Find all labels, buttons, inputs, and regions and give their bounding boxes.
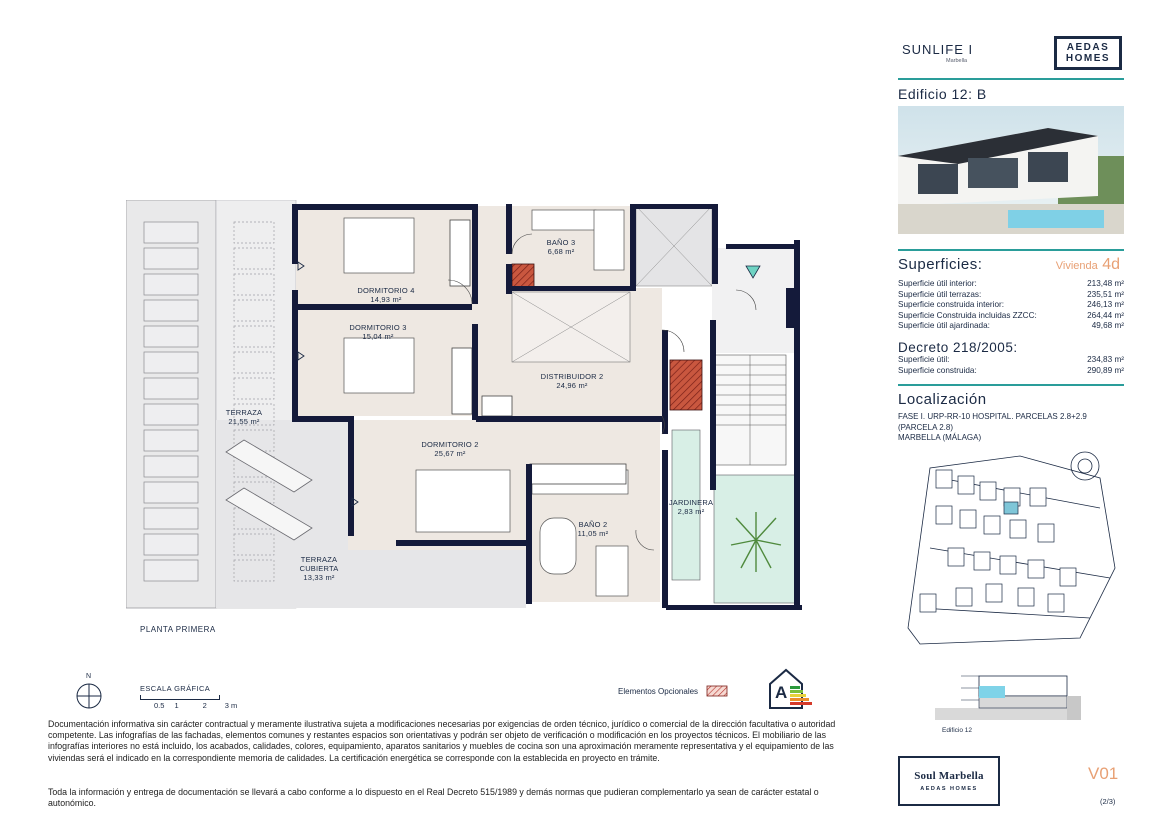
vivienda-tag: Vivienda 4d: [1055, 256, 1120, 273]
version-code: V01: [1088, 764, 1119, 783]
sidebar-header: [898, 34, 1124, 74]
superficies-table: [898, 279, 1124, 332]
disclaimer-legal: Toda la información y entrega de documentación se llevará a cabo conforme a lo dispuesto en el Real Decreto 515/1989 y demás normas que pudieran complementarlo ya sean de carácter estatal o autonómico.: [48, 787, 819, 809]
disclaimer-main: Documentación informativa sin carácter contractual y meramente ilustrativa sujeta a modificaciones necesarias por exigencias de orden técnico, jurídico o comercial de la dirección facultativa o autoridad competente. Las infografías de las fachadas, elementos comunes y restantes espacios son orientativas y podrán ser objeto de verificación o modificación en los proyectos técnicos. El mobiliario de las infografías interiores no está incluido, los acabados, calidades, colores, equipamiento, aparatos sanitarios y muebles de cocina son una aproximación meramente representativa y el equipamiento de las viviendas será el indicado en la correspondiente memoria de calidades. La certificación energética se corresponde con la establecida en proyecto en trámite.: [48, 719, 836, 763]
superficies-title: Superficies:: [898, 256, 983, 273]
graphic-scale: [140, 684, 280, 710]
compass: [74, 673, 104, 712]
energy-certificate: [768, 668, 818, 710]
room-name: DISTRIBUIDOR 2: [540, 372, 604, 381]
room-name: BAÑO 3: [546, 238, 576, 247]
decreto-title: Decreto 218/2005:: [898, 340, 1018, 355]
site-map: [900, 448, 1122, 648]
divider-rule: [898, 249, 1124, 251]
page-number: (2/3): [1100, 797, 1116, 806]
room-name: DORMITORIO 2: [421, 440, 479, 449]
superficie-row: Superficie útil terrazas: 235,51 m²: [898, 289, 1124, 299]
optional-elements-legend: [618, 685, 728, 697]
room-name: TERRAZA: [225, 408, 263, 417]
section-drawing: [935, 668, 1081, 720]
room-name: JARDINERA: [668, 498, 714, 507]
room-name: DORMITORIO 4: [357, 286, 415, 295]
energy-letter: A: [775, 683, 788, 702]
building-rendering-image: [898, 106, 1124, 234]
divider-rule: [898, 78, 1124, 80]
room-area: 15,04 m²: [362, 332, 394, 341]
room-area: 25,67 m²: [434, 449, 466, 458]
section-label: Edificio 12: [942, 727, 972, 734]
localizacion-title: Localización: [898, 391, 987, 408]
soul-marbella-logo: Soul Marbella AEDAS HOMES: [898, 756, 1000, 806]
room-area: 21,55 m²: [228, 417, 260, 426]
superficie-row: Superficie útil ajardinada: 49,68 m²: [898, 321, 1124, 330]
superficie-row: Superficie construida interior: 246,13 m²: [898, 300, 1124, 309]
floor-plan-drawing: [126, 200, 802, 610]
room-label-terraza: [216, 408, 272, 426]
superficie-row: Superficie Construida incluidas ZZCC: 264,44 m²: [898, 310, 1124, 320]
room-label-terraza-cubierta: [284, 555, 354, 582]
scale-bar: [140, 695, 220, 700]
compass-letter: N: [86, 673, 92, 680]
plan-title: PLANTA PRIMERA: [140, 625, 216, 634]
room-name: DORMITORIO 3: [349, 323, 407, 332]
room-label-bano-2: [558, 520, 628, 538]
room-area: 24,96 m²: [556, 381, 588, 390]
aedas-homes-logo: AEDAS HOMES: [1054, 36, 1122, 70]
decreto-row: Superficie construida: 290,89 m²: [898, 365, 1124, 375]
north-arrow-icon: [74, 676, 104, 712]
room-label-jardinera: [662, 498, 720, 516]
room-label-dormitorio-4: [336, 286, 436, 304]
room-label-dormitorio-2: [400, 440, 500, 458]
room-label-distribuidor-2: [522, 372, 622, 390]
localizacion-address: FASE I. URP-RR-10 HOSPITAL. PARCELAS 2.8+2.9 (PARCELA 2.8) MARBELLA (MÁLAGA): [898, 412, 1087, 442]
room-area: 2,83 m²: [677, 507, 705, 516]
room-area: 6,68 m²: [547, 247, 575, 256]
project-name: SUNLIFE I: [902, 42, 974, 57]
superficie-row: Superficie útil interior: 213,48 m²: [898, 279, 1124, 288]
room-area: 13,33 m²: [303, 573, 335, 582]
room-name: TERRAZA CUBIERTA: [299, 555, 339, 573]
room-area: 14,93 m²: [370, 295, 402, 304]
scale-title: ESCALA GRÁFICA: [140, 684, 211, 693]
room-area: 11,05 m²: [577, 529, 609, 538]
decreto-table: [898, 355, 1124, 376]
building-title: Edificio 12: B: [898, 86, 987, 102]
room-name: BAÑO 2: [578, 520, 608, 529]
superficies-header: [898, 256, 1124, 278]
scale-ticks: 0.5 1 2 3 m: [154, 701, 238, 710]
hatch-swatch-icon: [706, 685, 728, 697]
room-label-dormitorio-3: [328, 323, 428, 341]
divider-rule: [898, 384, 1124, 386]
room-label-bano-3: [526, 238, 596, 256]
project-location: Marbella: [946, 58, 968, 64]
floor-plan: [126, 200, 802, 610]
optional-elements-label: Elementos Opcionales: [618, 686, 699, 696]
decreto-row: Superficie útil: 234,83 m²: [898, 355, 1124, 364]
